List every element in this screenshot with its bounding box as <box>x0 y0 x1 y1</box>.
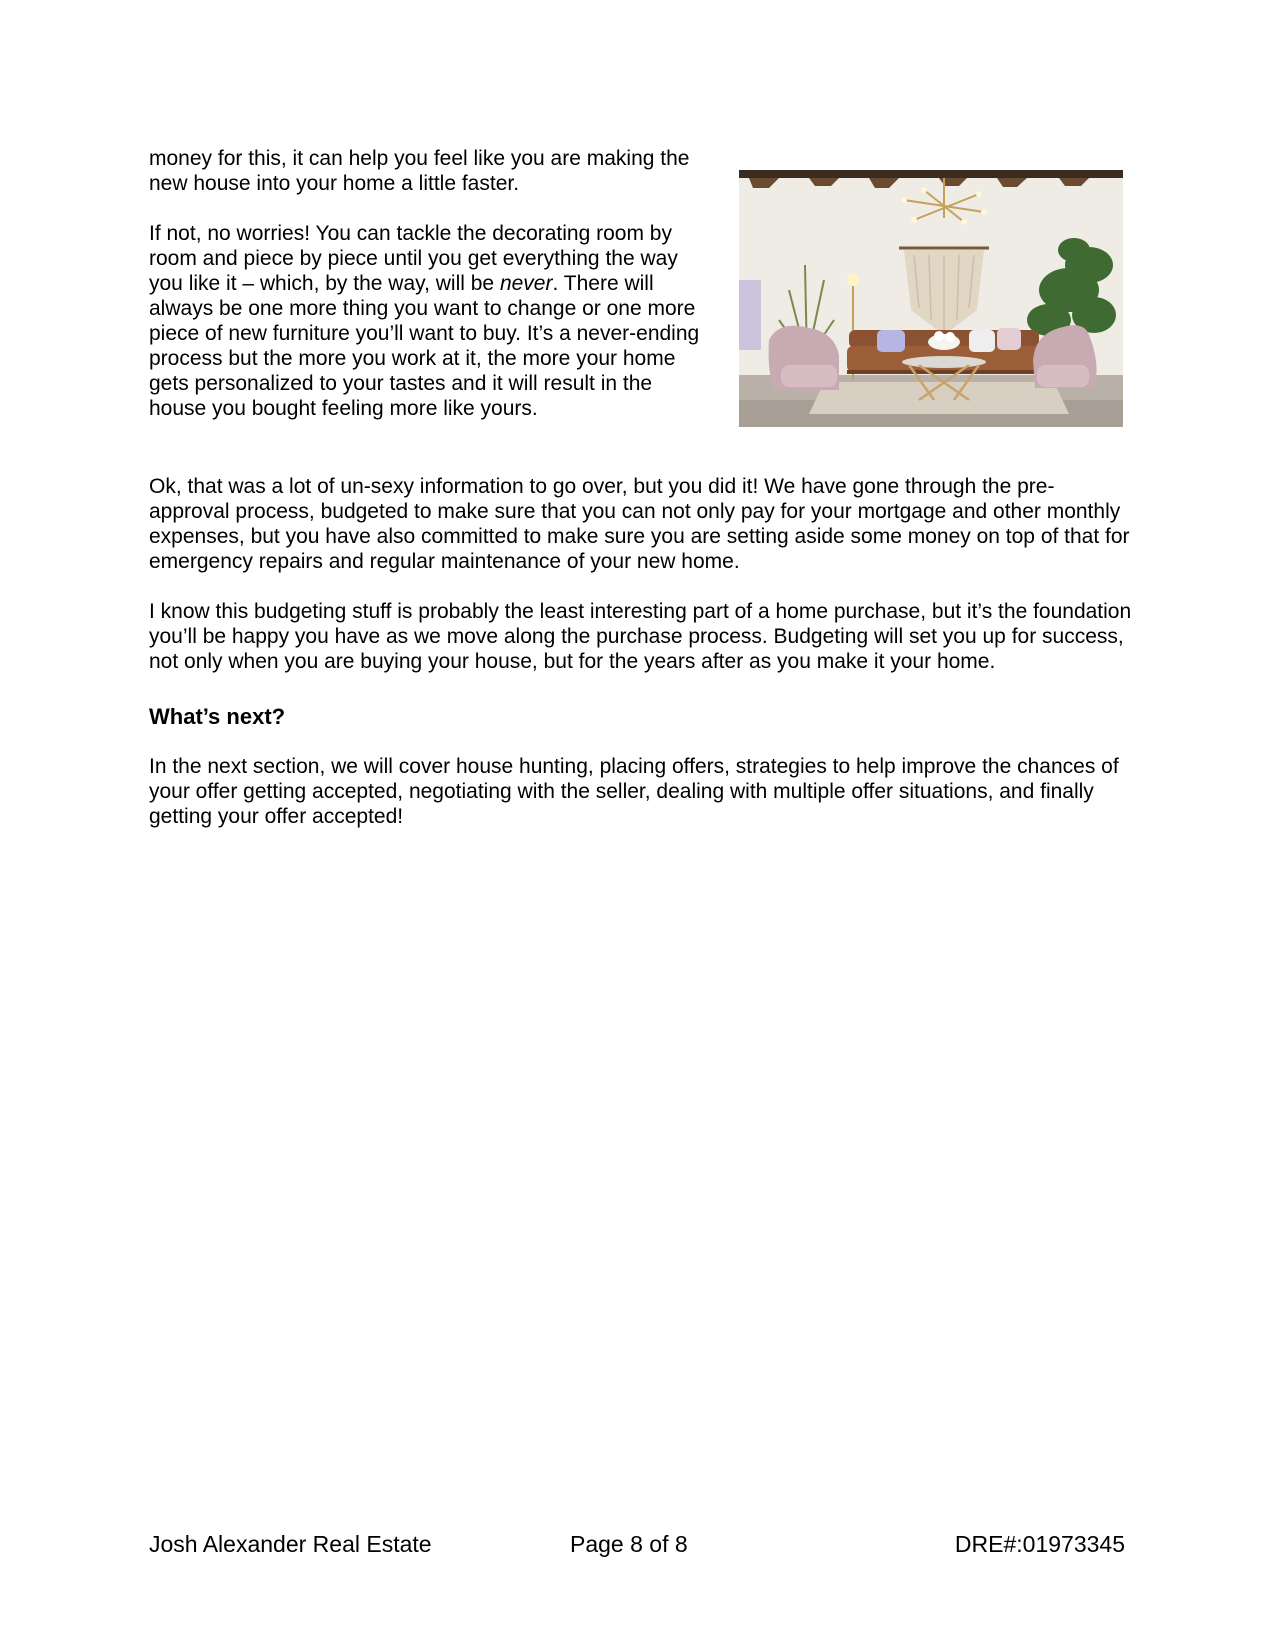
footer-company: Josh Alexander Real Estate <box>149 1531 432 1557</box>
section-heading-whats-next: What’s next? <box>149 704 286 729</box>
paragraph-decorating-room-by-room <box>149 221 714 421</box>
paragraph-budgeting-foundation: I know this budgeting stuff is probably the least interesting part of a home purchase, but it’s the foundation you’ll be happy you have as we move along the purchase process. Budgeting will set you up for success, not only when you are buying your house, but for the years after as you make it your home. <box>149 600 1132 673</box>
paragraph-part: . There will always be one more thing you want to change or one more piece of new furniture you’ll want to buy. It’s a never-ending process but the more you work at it, the more your home gets personalized to your tastes and it will result in the house you bought feeling more like yours. <box>149 272 700 420</box>
emphasis-never: never <box>499 272 553 295</box>
body-section <box>149 474 1134 829</box>
paragraph-part: If not, no worries! You can tackle the decorating room by room and piece by piece until you get everything the way you like it – which, by the way, will be <box>149 222 678 295</box>
living-room-illustration <box>739 170 1123 427</box>
footer-license: DRE#:01973345 <box>954 1531 1125 1557</box>
living-room-photo <box>739 170 1123 427</box>
paragraph-decorating-money: money for this, it can help you feel like you are making the new house into your home a little faster. <box>149 147 690 195</box>
footer-page-number: Page 8 of 8 <box>570 1531 688 1557</box>
intro-column <box>149 146 714 421</box>
paragraph-next-section: In the next section, we will cover house hunting, placing offers, strategies to help improve the chances of your offer getting accepted, negotiating with the seller, dealing with multiple offer situations, and finally getting your offer accepted! <box>149 755 1119 828</box>
paragraph-summary: Ok, that was a lot of un-sexy information to go over, but you did it! We have gone through the pre-approval process, budgeted to make sure that you can not only pay for your mortgage and other monthly expenses, but you have also committed to make sure you are setting aside some money on top of that for emergency repairs and regular maintenance of your new home. <box>149 475 1130 573</box>
